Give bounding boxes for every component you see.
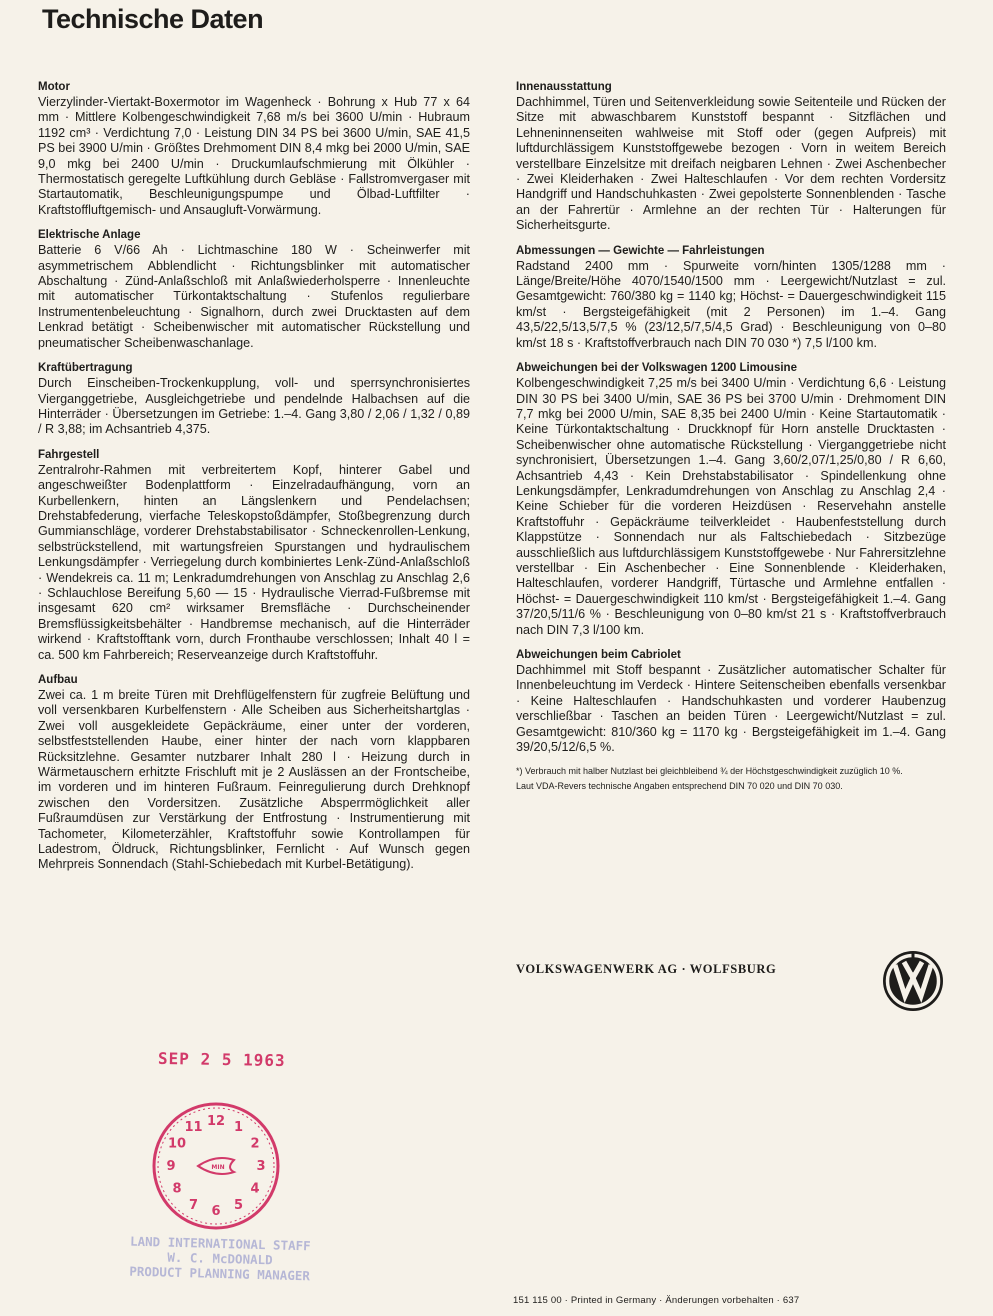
page-title: Technische Daten bbox=[42, 4, 264, 34]
clock-number: 11 bbox=[184, 1120, 203, 1135]
section-abweichungen-cabriolet bbox=[516, 648, 946, 755]
section-motor bbox=[38, 80, 470, 218]
section-innenausstattung bbox=[516, 80, 946, 234]
clock-stamp-icon bbox=[146, 1096, 286, 1236]
vw-logo-icon bbox=[882, 950, 944, 1012]
section-heading: Innenausstattung bbox=[516, 81, 612, 93]
left-column bbox=[38, 80, 470, 883]
section-text: Zentralrohr-Rahmen mit verbreitertem Kopf, hinterer Gabel und angeschweißter Bodenplattform · Einzelradaufhängung, vorn an Kurbellenkern, hinten an Längslenkern und Pendelachsen; Drehstabfederung, vierfache Teleskopstoßdämpfer, Stoßbegrenzung durch Gummianschläge, vorderer Drehstabstabilisator · Schneckenrollen-Lenkung, selbstrückstellend, mit wartungsfreien Spurstangen und hydraulischem Lenkungsdämpfer · Verriegelung durch kombiniertes Lenk-Zünd-Anlaßschloß · Wendekreis ca. 11 m; Lenkradumdrehungen von Anschlag zu Anschlag 2,6 · Schlauchlose Bereifung 5,60 — 15 · Hydraulische Vierrad-Fußbremse mit insgesamt 620 cm² wirksamer Bremsfläche · Durchscheinender Bremsflüssigkeitsbehälter · Handbremse mechanisch, auf die Hinterräder wirkend · Kraftstofftank vorn, durch Fronthaube verschlossen; Inhalt 40 l = ca. 500 km Fahrbereich; Reserveanzeige durch Kraftstoffuhr. bbox=[38, 462, 470, 662]
company-row bbox=[516, 950, 946, 1020]
footnotes bbox=[516, 765, 948, 793]
name-stamp bbox=[99, 1233, 340, 1284]
clock-number: 5 bbox=[233, 1198, 244, 1213]
section-text: Zwei ca. 1 m breite Türen mit Drehflügelfenstern für zugfreie Belüftung und voll versenkbaren Kurbelfenstern · Alle Scheiben aus Sicherheitshartglas · Zwei voll ausgekleidete Gepäckräume, einer unter der vorderen, selbstfeststellenden Haube, einer hinter der nach vorn klappbaren Rücksitzlehne. Gesamter nutzbarer Inhalt 280 l · Heizung durch in Wärmetauschern erhitzte Frischluft mit je 2 Auslässen an der Frontscheibe, im vorderen und im hinteren Fußraum. Feinregulierung durch Drehknopf zwischen den Vordersitzen. Zusätzliche Absperrmöglichkeit aller Fußraumdüsen zur Verstärkung der Entfrostung · Instrumentierung mit Tachometer, Kilometerzähler, Kraftstoffuhr sowie Kontrollampen für Ladestrom, Öldruck, Richtungsblinker, Fernlicht · Auf Wunsch gegen Mehrpreis Sonnendach (Stahl-Schiebedach mit Kurbel-Betätigung). bbox=[38, 688, 470, 872]
right-column bbox=[516, 80, 946, 795]
section-text: Dachhimmel mit Stoff bespannt · Zusätzlicher automatischer Schalter für Innenbeleuchtung im Verdeck · Hintere Seitenscheiben ebenfalls versenkbar · Keine Halteschlaufen · Handschuhkasten und vorderer Haubenzug verschließbar · Taschen an beiden Türen · Leergewicht/Nutzlast = zul. Gesamtgewicht: 810/360 kg = 1170 kg · Bergsteigefähigkeit im 1.–4. Gang 39/20,5/12/6,5 %. bbox=[516, 663, 946, 755]
clock-number: 6 bbox=[211, 1204, 221, 1219]
section-abweichungen-limousine bbox=[516, 361, 946, 638]
section-text: Radstand 2400 mm · Spurweite vorn/hinten 1305/1288 mm · Länge/Breite/Höhe 4070/1540/1500 mm · Leergewicht/Nutzlast = zul. Gesamtgewicht: 760/380 kg = 1140 kg; Höchst- = Dauergeschwindigkeit 115 km/st · Bergsteigefähigkeit (mit 2 Personen) im 1.–4. Gang 43,5/22,5/13,5/7,5 % (23/12,5/7,5/4,5 Grad) · Beschleunigung von 0–80 km/st 18 s · Kraftstoffverbrauch nach DIN 70 030 *) 7,5 l/100 km. bbox=[516, 258, 946, 350]
clock-number: 3 bbox=[256, 1159, 266, 1174]
name-stamp-line: LAND INTERNATIONAL STAFF bbox=[129, 1233, 311, 1254]
name-stamp-line: PRODUCT PLANNING MANAGER bbox=[129, 1263, 311, 1284]
section-heading: Abweichungen beim Cabriolet bbox=[516, 649, 681, 661]
clock-label: MIN bbox=[211, 1164, 225, 1171]
clock-number: 12 bbox=[206, 1114, 226, 1129]
section-heading: Elektrische Anlage bbox=[38, 229, 141, 242]
section-heading: Abweichungen bei der Volkswagen 1200 Limousine bbox=[516, 362, 797, 375]
clock-number: 8 bbox=[172, 1181, 182, 1197]
clock-number: 1 bbox=[233, 1120, 244, 1135]
section-abmessungen bbox=[516, 244, 946, 351]
section-heading: Motor bbox=[38, 81, 70, 93]
clock-number: 4 bbox=[250, 1181, 260, 1197]
section-heading: Abmessungen — Gewichte — Fahrleistungen bbox=[516, 244, 765, 257]
section-text: Vierzylinder-Viertakt-Boxermotor im Wagenheck · Bohrung x Hub 77 x 64 mm · Mittlere Kolbengeschwindigkeit 7,68 m/s bei 3600 U/min · Hubraum 1192 cm³ · Verdichtung 7,0 · Leistung DIN 34 PS bei 3600 U/min, SAE 41,5 PS bei 3900 U/min · Größtes Drehmoment DIN 8,4 mkg bei 2000 U/min, SAE 9,0 mkg bei 2400 U/min · Druckumlaufschmierung mit Ölkühler · Thermostatisch geregelte Luftkühlung durch Gebläse · Fallstromvergaser mit Startautomatik, Beschleunigungspumpe und Ölbad-Luftfilter · Kraftstoffluftgemisch- und Ansaugluft-Vorwärmung. bbox=[38, 95, 470, 217]
section-heading: Aufbau bbox=[38, 674, 78, 686]
received-date-stamp: SEP 2 5 1963 bbox=[157, 1048, 286, 1071]
section-heading: Fahrgestell bbox=[38, 448, 100, 461]
clock-number: 2 bbox=[250, 1136, 260, 1152]
section-heading: Kraftübertragung bbox=[38, 362, 133, 375]
clock-number: 10 bbox=[167, 1136, 187, 1152]
section-kraftuebertragung bbox=[38, 361, 470, 438]
section-text: Dachhimmel, Türen und Seitenverkleidung sowie Seitenteile und Rücken der Sitze mit abwaschbarem Kunststoff bespannt · Sitzflächen und Lehneninnenseiten wahlweise mit Stoff oder (gegen Aufpreis) mit luftdurchlässigem Kunststoffgewebe bezogen · Vorn in weitem Bereich verstellbare Einzelsitze mit dreifach neigbaren Lehnen · Zwei Aschenbecher · Zwei Kleiderhaken · Zwei Halteschlaufen · Vor dem rechten Vordersitz Handgriff und Handschuhkasten · Zwei gepolsterte Sonnenblenden · Tasche an der Fahrertür · Armlehne an der rechten Tür · Halterungen für Sicherheitsgurte. bbox=[516, 95, 946, 233]
print-line: 151 115 00 · Printed in Germany · Änderungen vorbehalten · 637 bbox=[513, 1295, 800, 1306]
name-stamp-line: W. C. McDONALD bbox=[167, 1249, 273, 1268]
section-text: Batterie 6 V/66 Ah · Lichtmaschine 180 W · Scheinwerfer mit asymmetrischem Abblendlicht · Richtungsblinker mit automatischer Abschaltung · Zünd-Anlaßschloß mit Anlaßwiederholsperre · Innenleuchte mit automatischer Türkontaktschaltung · Stufenlos regulierbare Instrumentenbeleuchtung · Signalhorn, durch zwei Drucktasten auf dem Lenkrad betätigt · Scheibenwischer mit automatischer Rückstellung und pneumatischer Scheibenwaschanlage. bbox=[38, 243, 470, 350]
clock-number: 9 bbox=[166, 1159, 176, 1174]
footnote: Laut VDA-Revers technische Angaben entsprechend DIN 70 020 und DIN 70 030. bbox=[516, 781, 843, 792]
section-fahrgestell bbox=[38, 448, 470, 663]
section-aufbau bbox=[38, 673, 470, 873]
section-text: Kolbengeschwindigkeit 7,25 m/s bei 3400 U/min · Verdichtung 6,6 · Leistung DIN 30 PS bei 3400 U/min, SAE 36 PS bei 3700 U/min · Drehmoment DIN 7,7 mkg bei 2000 U/min, SAE 8,35 bei 2400 U/min · Keine Startautomatik · Keine Türkontaktschaltung · Druckknopf für Horn anstelle Drucktasten · Scheibenwischer ohne automatische Rückstellung · Vierganggetriebe nicht synchronisiert, Übersetzungen 1.–4. Gang 3,60/2,07/1,25/0,80 / R 6,60, Achsantrieb 4,43 · Kein Drehstabstabilisator · Spindellenkung ohne Lenkungsdämpfer, Lenkradumdrehungen von Anschlag zu Anschlag 2,4 · Keine Schieber für die vorderen Heizdüsen · Reservehahn anstelle Kraftstoffuhr · Gepäckräume teilverkleidet · Haubenfeststellung durch Klappstütze · Sonnendach nur als Faltschiebedach · Sitzbezüge ausschließlich aus luftdurchlässigem Kunststoffgewebe · Nur Fahrersitzlehne verstellbar · Ein Aschenbecher · Eine Sonnenblende · Kleiderhaken, Halteschlaufen, vorderer Handgriff, Türtasche und Armlehne entfallen · Höchst- = Dauergeschwindigkeit 110 km/st · Bergsteigefähigkeit 1.–4. Gang 37/20,5/11/6 % · Beschleunigung von 0–80 km/st 21 s · Kraftstoffverbrauch nach DIN 7,3 l/100 km. bbox=[516, 376, 946, 637]
company-name: VOLKSWAGENWERK AG · WOLFSBURG bbox=[516, 962, 777, 976]
section-elektrische-anlage bbox=[38, 228, 470, 351]
clock-number: 7 bbox=[188, 1198, 199, 1213]
footnote: *) Verbrauch mit halber Nutzlast bei gleichbleibend ¾ der Höchstgeschwindigkeit zuzüglich 10 %. bbox=[516, 766, 903, 777]
section-text: Durch Einscheiben-Trockenkupplung, voll- und sperrsynchronisiertes Vierganggetriebe, Ausgleichgetriebe und pendelnde Halbachsen auf die Hinterräder · Übersetzungen im Getriebe: 1.–4. Gang 3,80 / 2,06 / 1,32 / 0,89 / R 3,88; im Achsantrieb 4,375. bbox=[38, 376, 470, 437]
